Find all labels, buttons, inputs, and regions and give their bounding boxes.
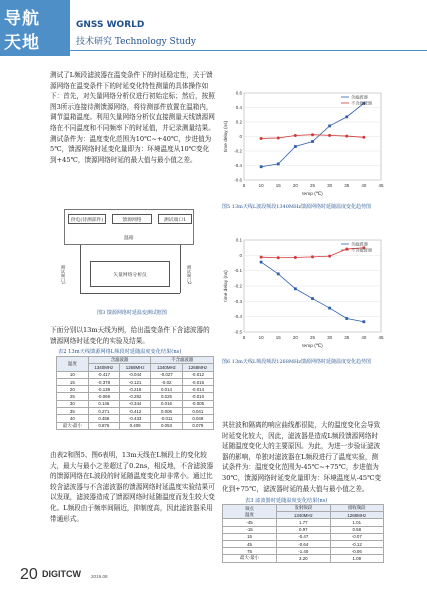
chart-1268mhz	[222, 232, 387, 352]
diagram-port-right: 测试端口2	[187, 265, 192, 285]
table1-cell: -0.412	[119, 408, 150, 415]
table1-cell: 0.049	[182, 415, 213, 422]
table1-freq: 1340MHz	[88, 364, 119, 371]
table1-cell: 35	[57, 408, 89, 415]
table1-cell: -0.378	[88, 378, 119, 385]
data-point-1	[345, 115, 348, 118]
data-point-2	[311, 255, 314, 258]
table1-cell: 0.016	[151, 400, 182, 407]
data-point-1	[328, 307, 331, 310]
diagram-caption: 图3 馈源网络时延温变测试框图	[97, 310, 167, 316]
table2-caption: 表3 滤波器时延随温度变化结果(ns)	[245, 498, 328, 504]
data-point-1	[277, 163, 280, 166]
x-tick-label: 25	[309, 335, 316, 340]
table1-cell: -0.138	[88, 386, 119, 393]
table1-cell: 0.458	[88, 415, 119, 422]
table1-head-temp: 温度	[57, 357, 89, 372]
y-tick-label: 0.4	[235, 105, 242, 110]
data-point-2	[362, 136, 365, 139]
data-point-1	[328, 125, 331, 128]
y-tick-label: -0.4	[234, 314, 242, 320]
table1-cell: -0.218	[119, 386, 150, 393]
y-tick-label: -0.3	[234, 298, 242, 304]
table1-cell: 0.041	[182, 408, 213, 415]
table2-freq: 1340MHz	[277, 512, 330, 519]
x-tick-label: 20	[292, 335, 298, 340]
table1	[56, 356, 214, 430]
table2-head-temp: 温度	[245, 511, 254, 517]
y-tick-label: -0.6	[234, 177, 242, 183]
table1-row	[57, 415, 214, 422]
table1-row	[57, 400, 214, 407]
table1-cell: 0.409	[119, 422, 150, 429]
table1-freq: 1268MHz	[119, 364, 150, 371]
x-tick-label: 30	[327, 183, 333, 188]
table2-cell: -0.06	[330, 548, 383, 555]
x-tick-label: 15	[275, 183, 281, 188]
table1-cell: 0.053	[151, 422, 182, 429]
x-tick-label: 10	[258, 183, 264, 188]
y-tick-label: 0	[239, 252, 242, 258]
table1-row	[57, 408, 214, 415]
diagram-wire-right	[180, 245, 181, 293]
legend-label-2: 不含滤波器	[351, 247, 372, 253]
data-point-2	[277, 136, 280, 139]
table1-cell: -0.012	[182, 371, 213, 378]
table2	[222, 504, 384, 563]
table1-cell: 40	[57, 415, 89, 422]
test-setup-diagram	[60, 205, 200, 307]
table2-cell: 最大-最小	[223, 555, 277, 562]
table1-cell: 0.079	[182, 422, 213, 429]
table1-head-without-filter: 不含滤波器	[151, 357, 214, 364]
data-point-1	[260, 261, 263, 264]
diagram-box-analyzer: 矢量网络分析仪	[90, 261, 170, 287]
table1-row	[57, 393, 214, 400]
x-axis-label: temp (℃)	[302, 344, 323, 349]
data-point-1	[311, 297, 314, 300]
table2-cell: -15	[223, 526, 277, 533]
chart1-caption: 图5 13m天线L波段频段1340MHz馈源网络时延随温度变化趋势图	[222, 204, 372, 210]
data-point-1	[345, 317, 348, 320]
data-point-1	[294, 287, 297, 290]
table1-cell: -0.005	[182, 400, 213, 407]
table2-row	[223, 526, 384, 533]
data-point-2	[294, 256, 297, 259]
body-paragraph-3	[50, 450, 215, 524]
table1-row	[57, 378, 214, 385]
data-point-2	[328, 134, 331, 137]
header-title-line1: 导航	[4, 9, 40, 29]
body-text: 由表2和图5、图6表明，13m天线在L频段上的变化较大，最大与最小之差超过了0.2ns，相反地，不含滤波器的馈源网络在L波段的时延随温度变化却非常小。通过比较含滤波器与不含滤波器的馈源网络时延温度实验结果可以发现，滤波器造成了馈源网络时延随温度而发生较大变化。L频段由于频率间隔近，抑制度高，因此滤波器采用带通形式。	[50, 451, 215, 523]
body-paragraph-2	[50, 325, 215, 346]
x-tick-label: 45	[378, 335, 384, 340]
data-point-2	[328, 255, 331, 258]
data-point-2	[311, 133, 314, 136]
table1-cell: 0.025	[151, 393, 182, 400]
data-point-2	[277, 256, 280, 259]
table1-cell: -0.121	[119, 378, 150, 385]
table2-cell: 0.58	[330, 526, 383, 533]
x-tick-label: 25	[309, 183, 316, 188]
diagram-port-left: 测试端口1	[61, 265, 66, 285]
x-tick-label: 10	[258, 335, 264, 340]
table1-row	[57, 371, 214, 378]
table1-cell: 20	[57, 386, 89, 393]
data-point-1	[260, 165, 263, 168]
y-tick-label: 0.6	[235, 90, 242, 96]
table2-cell: 1.09	[330, 555, 383, 562]
y-tick-label: -0.1	[234, 268, 242, 274]
diagram-box-feed-network: 馈源网络	[112, 214, 152, 224]
x-tick-label: 20	[292, 183, 298, 188]
table1-cell: 最大-最小	[57, 422, 89, 429]
legend-label-1: 含滤波器	[351, 94, 368, 100]
data-point-1	[277, 272, 280, 275]
x-tick-label: 15	[275, 335, 281, 340]
page-number: 20	[20, 566, 38, 583]
y-tick-label: 0	[239, 134, 242, 139]
x-tick-label: 5	[242, 183, 246, 188]
table1-freq: 1268MHz	[182, 364, 213, 371]
table2-head-freq: 频点	[245, 505, 254, 511]
table1-cell: 0.271	[88, 408, 119, 415]
header-english-title: GNSS WORLD	[76, 20, 145, 30]
table2-cell: -0.47	[277, 533, 330, 540]
y-tick-label: -0.4	[234, 163, 242, 168]
x-tick-label: 45	[378, 183, 384, 188]
table2-cell: 15	[223, 533, 277, 540]
table1-freq: 1340MHz	[151, 364, 182, 371]
chart-1340mhz	[222, 85, 387, 200]
table1-cell: -0.016	[182, 378, 213, 385]
y-tick-label: -0.2	[234, 283, 242, 289]
table2-row	[223, 519, 384, 526]
table1-cell: 0.876	[88, 422, 119, 429]
table1-cell: 0.014	[151, 386, 182, 393]
diagram-box-port: 测试端口1	[158, 214, 192, 224]
y-axis-label: time delay (ns)	[224, 270, 229, 302]
table2-row	[223, 533, 384, 540]
x-tick-label: 40	[361, 183, 367, 188]
table1-cell: -0.069	[88, 393, 119, 400]
y-axis-label: time delay (ns)	[224, 120, 229, 153]
header-title-line2: 天地	[4, 33, 40, 53]
table1-cell: -0.010	[182, 393, 213, 400]
table2-cell: -45	[223, 519, 277, 526]
diagram-chamber-label: 温箱	[124, 236, 134, 241]
issue-date: 2019.08	[91, 574, 108, 579]
table1-cell: -0.027	[151, 371, 182, 378]
table1-cell: 25	[57, 393, 89, 400]
table1-cell: -0.014	[182, 386, 213, 393]
chart2-caption: 图6 13m天线L频段频段1268MHz馈源网络时延随温度变化趋势图	[222, 359, 372, 365]
table2-row	[223, 540, 384, 547]
table1-cell: -0.282	[119, 393, 150, 400]
table1-cell: -0.044	[119, 371, 150, 378]
table2-cell: -0.07	[330, 533, 383, 540]
body-paragraph-1	[50, 70, 215, 165]
table2-cell: 75	[223, 548, 277, 555]
header-section: 技术研究 Technology Study	[76, 37, 196, 47]
diagram-wire-left	[80, 245, 81, 293]
y-tick-label: -0.2	[234, 148, 242, 154]
table1-row	[57, 386, 214, 393]
x-tick-label: 35	[344, 183, 350, 188]
table2-freq: 1268MHz	[330, 512, 383, 519]
table1-row	[57, 422, 214, 429]
y-tick-label: -0.5	[234, 329, 242, 335]
table1-cell: -0.433	[119, 415, 150, 422]
table1-cell: -0.417	[88, 371, 119, 378]
table1-head-with-filter: 含滤波器	[88, 357, 151, 364]
data-point-1	[362, 320, 365, 323]
x-tick-label: 30	[327, 335, 333, 340]
x-tick-label: 35	[344, 335, 350, 340]
header-divider	[70, 50, 427, 51]
body-text: 其驻波和隔离的响应曲线都很陡，大的温度变化会导致时延变化较大，因此，滤波器是造成L频段馈源网络时延随温度变化大的主要原因。为此，为进一步验证滤波器的影响，单独对滤波器在L频段进行了温度实验，测试条件为：温度变化范围为-45℃~+75℃，步进值为30℃，馈源网络时延变化量即为：环境温度从-45℃变化到+75℃，滤波器时延的最大值与最小值之差。	[222, 421, 382, 493]
body-text: 下面分别以13m天线为例，给出温变条件下含滤波器的馈源网络时延变化的实验及结果。	[50, 326, 210, 345]
table1-cell: -0.344	[119, 400, 150, 407]
table1-cell: 0.146	[88, 400, 119, 407]
y-tick-label: 0.2	[235, 119, 242, 125]
table2-row	[223, 555, 384, 562]
table1-cell: 15	[57, 378, 89, 385]
table1-cell: -0.02	[151, 378, 182, 385]
magazine-name: DIGITCW	[42, 569, 81, 579]
table2-cell: -0.64	[277, 540, 330, 547]
table2-cell: 1.01	[330, 519, 383, 526]
table1-cell: 10	[57, 371, 89, 378]
y-tick-label: 0.1	[235, 237, 242, 243]
table2-head-rx: 接收频段	[330, 505, 383, 512]
table2-cell: -0.12	[330, 540, 383, 547]
table2-cell: -1.40	[277, 548, 330, 555]
x-axis-label: temp (℃)	[302, 192, 323, 197]
table1-caption: 表2 13m天线馈源网络L频段时延随温度变化结果(ns)	[58, 349, 182, 355]
data-point-2	[345, 135, 348, 138]
x-tick-label: 5	[242, 335, 246, 340]
table2-cell: 45	[223, 540, 277, 547]
diagram-wire-bottom	[80, 293, 180, 294]
legend-label-1: 含滤波器	[351, 241, 368, 247]
data-point-2	[260, 256, 263, 259]
table2-cell: 0.97	[277, 526, 330, 533]
body-text: 测试了L频段滤波器在温变条件下的时延稳定性，关于馈源网络在温变条件下的时延变化特性测量的具体操作如下：首先，对矢量网络分析仪进行初始定标；然后，按照图3所示连接待测馈源网络，将待测部件放置在温箱内，调节温箱温度。利用矢量网络分析仪直接测量天线馈源网络在不同温度和不同频率下的时延值，并记录测量结果。测试条件为：温度变化范围为10℃~+40℃，步进值为5℃，馈源网络时延变化量即为：环境温度从10℃变化到+45℃，馈源网络时延的最大值与最小值之差。	[50, 71, 215, 164]
data-point-1	[294, 145, 297, 148]
x-tick-label: 40	[361, 335, 367, 340]
data-point-2	[260, 137, 263, 140]
data-point-1	[311, 140, 314, 143]
table2-cell: 3.20	[277, 555, 330, 562]
body-paragraph-4	[222, 420, 382, 494]
legend-label-2: 不含滤波器	[351, 100, 372, 106]
table1-cell: 0.006	[151, 408, 182, 415]
table2-head-freq-temp	[223, 505, 277, 519]
data-point-2	[294, 134, 297, 137]
table2-row	[223, 548, 384, 555]
table2-head-tx: 发射频段	[277, 505, 330, 512]
table1-cell: -0.011	[151, 415, 182, 422]
diagram-box-supply: 供电(待测部件)	[68, 214, 106, 224]
table2-cell: 1.77	[277, 519, 330, 526]
table1-cell: 30	[57, 400, 89, 407]
